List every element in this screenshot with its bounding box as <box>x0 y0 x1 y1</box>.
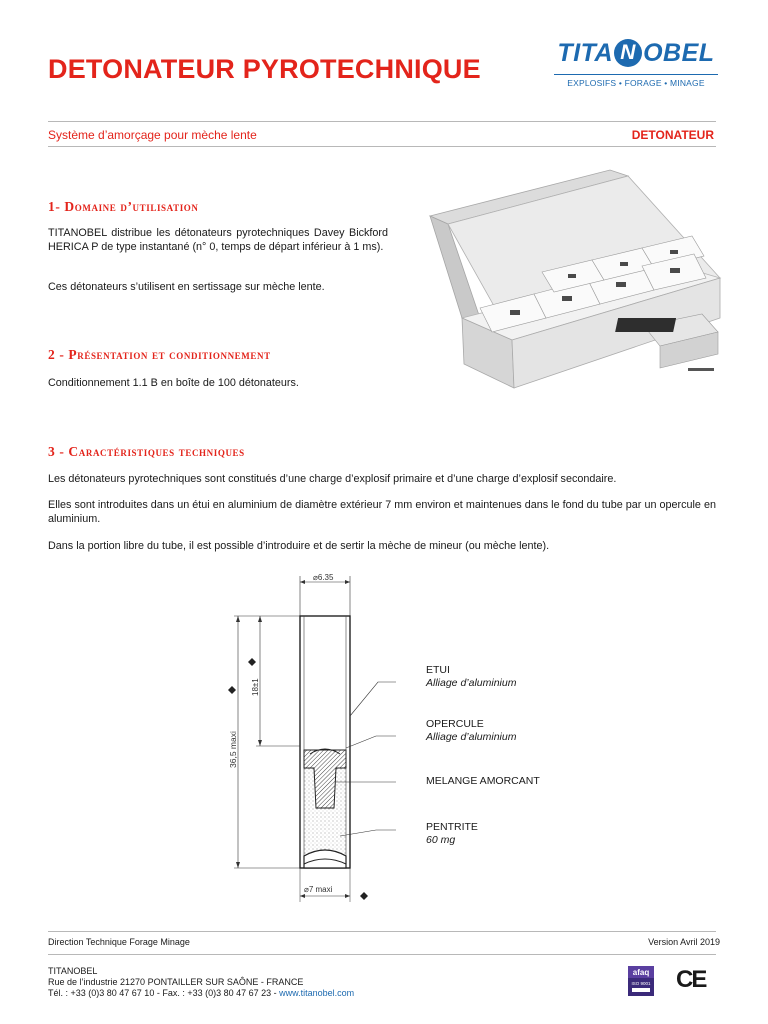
label-etui-name: ETUI <box>426 664 450 676</box>
label-pentrite-detail: 60 mg <box>426 834 456 846</box>
afaq-text: afaq <box>632 968 650 977</box>
logo-divider <box>554 74 718 75</box>
label-opercule-name: OPERCULE <box>426 718 484 730</box>
free-length-label: 18±1 <box>251 678 260 696</box>
section-specs-paragraph-1: Les détonateurs pyrotechniques sont constitués d’une charge d’explosif primaire et d’une charge d’explosif secondaire. <box>48 473 617 485</box>
footer-bottom-rule <box>48 954 716 955</box>
page-title: DETONATEUR PYROTECHNIQUE <box>48 54 481 84</box>
website-link: www.titanobel.com <box>279 988 355 998</box>
label-pentrite-name: PENTRITE <box>426 821 478 833</box>
company-name: TITANOBEL <box>48 966 98 976</box>
label-etui <box>426 664 516 690</box>
length-dimension-label: 36,5 maxi <box>228 731 238 768</box>
label-melange-name: MELANGE AMORCANT <box>426 775 540 787</box>
footer-top-rule <box>48 931 716 932</box>
product-box-photo <box>422 168 722 392</box>
section-packaging-paragraph: Conditionnement 1.1 B en boîte de 100 détonateurs. <box>48 377 299 389</box>
label-opercule-detail: Alliage d’aluminium <box>426 731 517 743</box>
section-heading-specifications: 3 - Caractéristiques techniques <box>48 444 245 459</box>
document-subtitle: Système d’amorçage pour mèche lente <box>48 128 257 142</box>
footer-version: Version Avril 2019 <box>648 937 720 947</box>
logo-tagline: EXPLOSIFS • FORAGE • MINAGE <box>567 78 705 88</box>
contact-phone-fax: Tél. : +33 (0)3 80 47 67 10 - Fax. : +33 (0)3 80 47 67 23 - <box>48 988 280 998</box>
header-top-rule <box>48 121 716 122</box>
diameter-top-label: ⌀6.35 <box>313 573 334 582</box>
diameter-bottom-label: ⌀7 maxi <box>304 885 333 894</box>
logo-wordmark: TITA N OBEL <box>557 38 715 67</box>
section-usage-paragraph-2: Ces détonateurs s’utilisent en sertissage sur mèche lente. <box>48 281 325 293</box>
label-opercule <box>426 718 516 744</box>
detonator-cross-section-diagram <box>200 568 440 913</box>
company-address-block <box>48 966 354 999</box>
afaq-certification-logo <box>628 966 654 996</box>
titanobel-logo <box>548 36 724 94</box>
section-specs-paragraph-3: Dans la portion libre du tube, il est possible d’introduire et de sertir la mèche de mineur (ou mèche lente). <box>48 540 550 552</box>
label-melange-amorcant <box>426 775 540 788</box>
company-contact <box>48 988 354 999</box>
label-pentrite <box>426 821 478 847</box>
section-heading-packaging: 2 - Présentation et conditionnement <box>48 347 271 362</box>
footer-department: Direction Technique Forage Minage <box>48 937 190 947</box>
iso-text: ISO 9001 <box>631 981 651 986</box>
section-heading-usage: 1- Domaine d’utilisation <box>48 199 199 214</box>
label-etui-detail: Alliage d’aluminium <box>426 677 517 689</box>
ce-mark: CE <box>676 966 706 993</box>
section-usage-paragraph-1: TITANOBEL distribue les détonateurs pyrotechniques Davey Bickford HERICA P de type instantané (n° 0, temps de départ inférieur à 1 ms). <box>48 227 388 253</box>
company-address: Rue de l’industrie 21270 PONTAILLER SUR SAÔNE - FRANCE <box>48 977 304 987</box>
section-specs-paragraph-2: Elles sont introduites dans un étui en aluminium de diamètre extérieur 7 mm environ et maintenues dans le fond du tube par un opercule en aluminium. <box>48 499 716 525</box>
header-bottom-rule <box>48 146 716 147</box>
document-category: DETONATEUR <box>631 128 714 142</box>
